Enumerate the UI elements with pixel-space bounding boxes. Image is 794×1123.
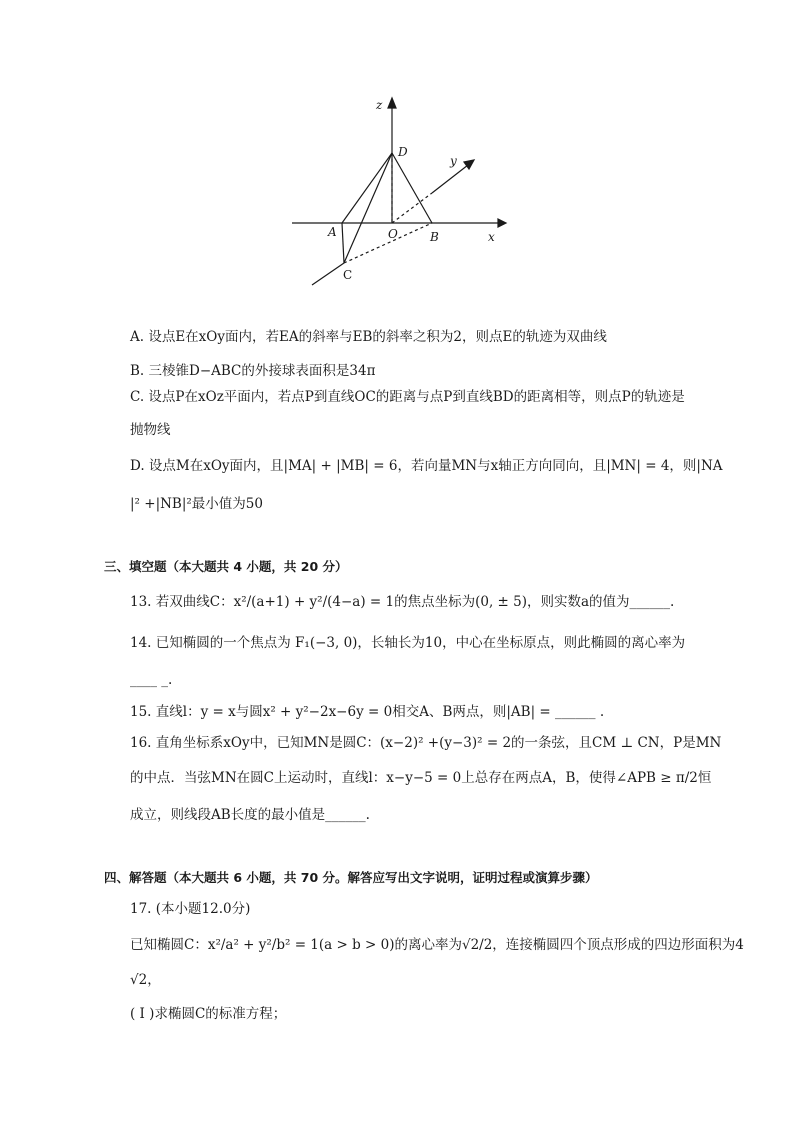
option-c-line1: C. 设点P在xOz平面内，若点P到直线OC的距离与点P到直线BD的距离相等，则点P的轨迹是	[130, 389, 685, 405]
question-16-line1: 16. 直角坐标系xOy中，已知MN是圆C：(x−2)² +(y−3)² = 2的一条弦，且CM ⊥ CN，P是MN	[130, 735, 722, 751]
label-A: A	[328, 225, 337, 239]
z-arrow	[388, 98, 396, 108]
edge-DB	[392, 153, 432, 223]
question-14-line1: 14. 已知椭圆的一个焦点为 F₁(−3, 0)，长轴长为10，中心在坐标原点，则此椭圆的离心率为	[130, 635, 686, 651]
option-d-line1: D. 设点M在xOy面内，且|MA| + |MB| = 6，若向量MN与x轴正方向同向，且|MN| = 4，则|NA	[130, 458, 723, 474]
option-d-line2: |² +|NB|²最小值为50	[130, 496, 263, 512]
question-15: 15. 直线l：y = x与圆x² + y²−2x−6y = 0相交A、B两点，则|AB| = ______ .	[130, 704, 605, 720]
label-z: z	[376, 98, 383, 112]
question-17-part1: ( I )求椭圆C的标准方程；	[130, 1006, 287, 1022]
section-4-heading: 四、解答题（本大题共 6 小题，共 70 分。解答应写出文字说明，证明过程或演算步骤）	[104, 870, 598, 885]
label-y: y	[450, 154, 457, 168]
question-14-line2: ____ _.	[130, 672, 173, 688]
label-C: C	[343, 268, 353, 282]
label-O: O	[388, 227, 398, 241]
question-17-line2: √2，	[130, 972, 161, 988]
question-16-line3: 成立，则线段AB长度的最小值是______.	[130, 807, 370, 823]
coordinate-diagram	[280, 92, 520, 292]
y-axis-lower	[312, 263, 344, 285]
question-13: 13. 若双曲线C：x²/(a+1) + y²/(4−a) = 1的焦点坐标为(0, ± 5)，则实数a的值为______.	[130, 594, 675, 610]
question-17-title: 17. (本小题12.0分)	[130, 901, 251, 917]
tetrahedron-figure	[280, 92, 520, 292]
y-axis	[432, 165, 468, 193]
y-axis-hidden	[392, 193, 432, 223]
option-b: B. 三棱锥D−ABC的外接球表面积是34π	[130, 363, 376, 379]
option-c-line2: 抛物线	[130, 422, 171, 438]
edge-DC	[344, 153, 392, 263]
section-3-heading: 三、填空题（本大题共 4 小题，共 20 分）	[104, 559, 348, 574]
question-16-line2: 的中点．当弦MN在圆C上运动时，直线l：x−y−5 = 0上总存在两点A，B，使得∠APB ≥ π/2恒	[130, 770, 712, 786]
label-B: B	[430, 230, 439, 244]
label-x: x	[488, 230, 495, 244]
edge-DA	[342, 153, 392, 223]
edge-AC	[342, 223, 344, 263]
x-arrow	[498, 219, 506, 227]
label-D: D	[398, 145, 408, 159]
option-a: A. 设点E在xOy面内，若EA的斜率与EB的斜率之积为2，则点E的轨迹为双曲线	[130, 329, 607, 345]
question-17-line1: 已知椭圆C：x²/a² + y²/b² = 1(a > b > 0)的离心率为√2/2，连接椭圆四个顶点形成的四边形面积为4	[130, 937, 744, 953]
